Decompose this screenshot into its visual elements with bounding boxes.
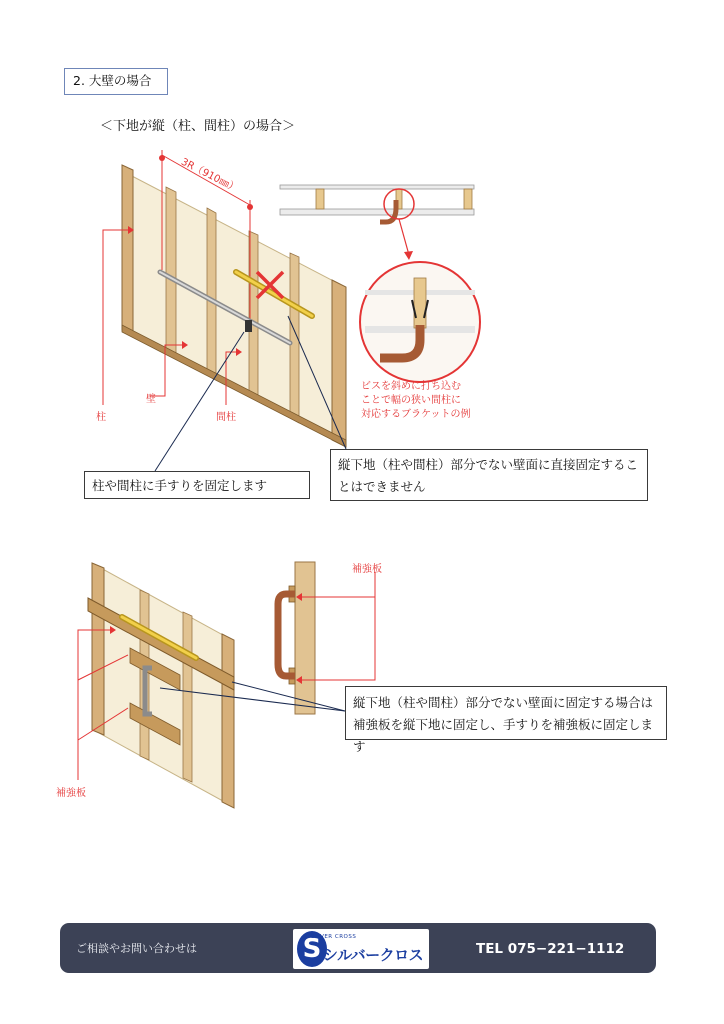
detail-note-line: 対応するブラケットの例: [361, 409, 471, 420]
callout-reinforce: 縦下地（柱や間柱）部分でない壁面に固定する場合は補強板を縦下地に固定し、手すりを補強板に固定します: [345, 686, 667, 740]
dimension-label: 3R（910㎜）: [179, 156, 240, 195]
logo-text: シルバークロス: [323, 946, 424, 964]
callout-not-direct: 縦下地（柱や間柱）部分でない壁面に直接固定することはできません: [330, 449, 648, 501]
reinforcement-board-label-left: 補強板: [56, 788, 86, 799]
logo-mark-icon: S: [297, 931, 327, 967]
logo-small-text: SILVER CROSS: [311, 934, 357, 940]
detail-note-line: ことで幅の狭い間柱に: [361, 395, 461, 406]
stud-label: 間柱: [216, 412, 236, 423]
reinforcement-board-label-top: 補強板: [352, 564, 382, 575]
wall-label: 壁: [146, 394, 156, 405]
pillar-label: 柱: [96, 412, 106, 423]
footer-phone: TEL 075−221−1112: [476, 941, 625, 957]
section-label: 2. 大壁の場合: [64, 68, 168, 95]
subheading: ＜下地が縦（柱、間柱）の場合＞: [100, 119, 296, 134]
detail-note-line: ビスを斜めに打ち込む: [361, 381, 461, 392]
footer-contact-text: ご相談やお問い合わせは: [76, 942, 197, 955]
callout-fix-to-stud: 柱や間柱に手すりを固定します: [84, 471, 310, 499]
reinforcement-wall-illustration: [78, 563, 234, 808]
bracket-detail-note: [361, 380, 471, 422]
